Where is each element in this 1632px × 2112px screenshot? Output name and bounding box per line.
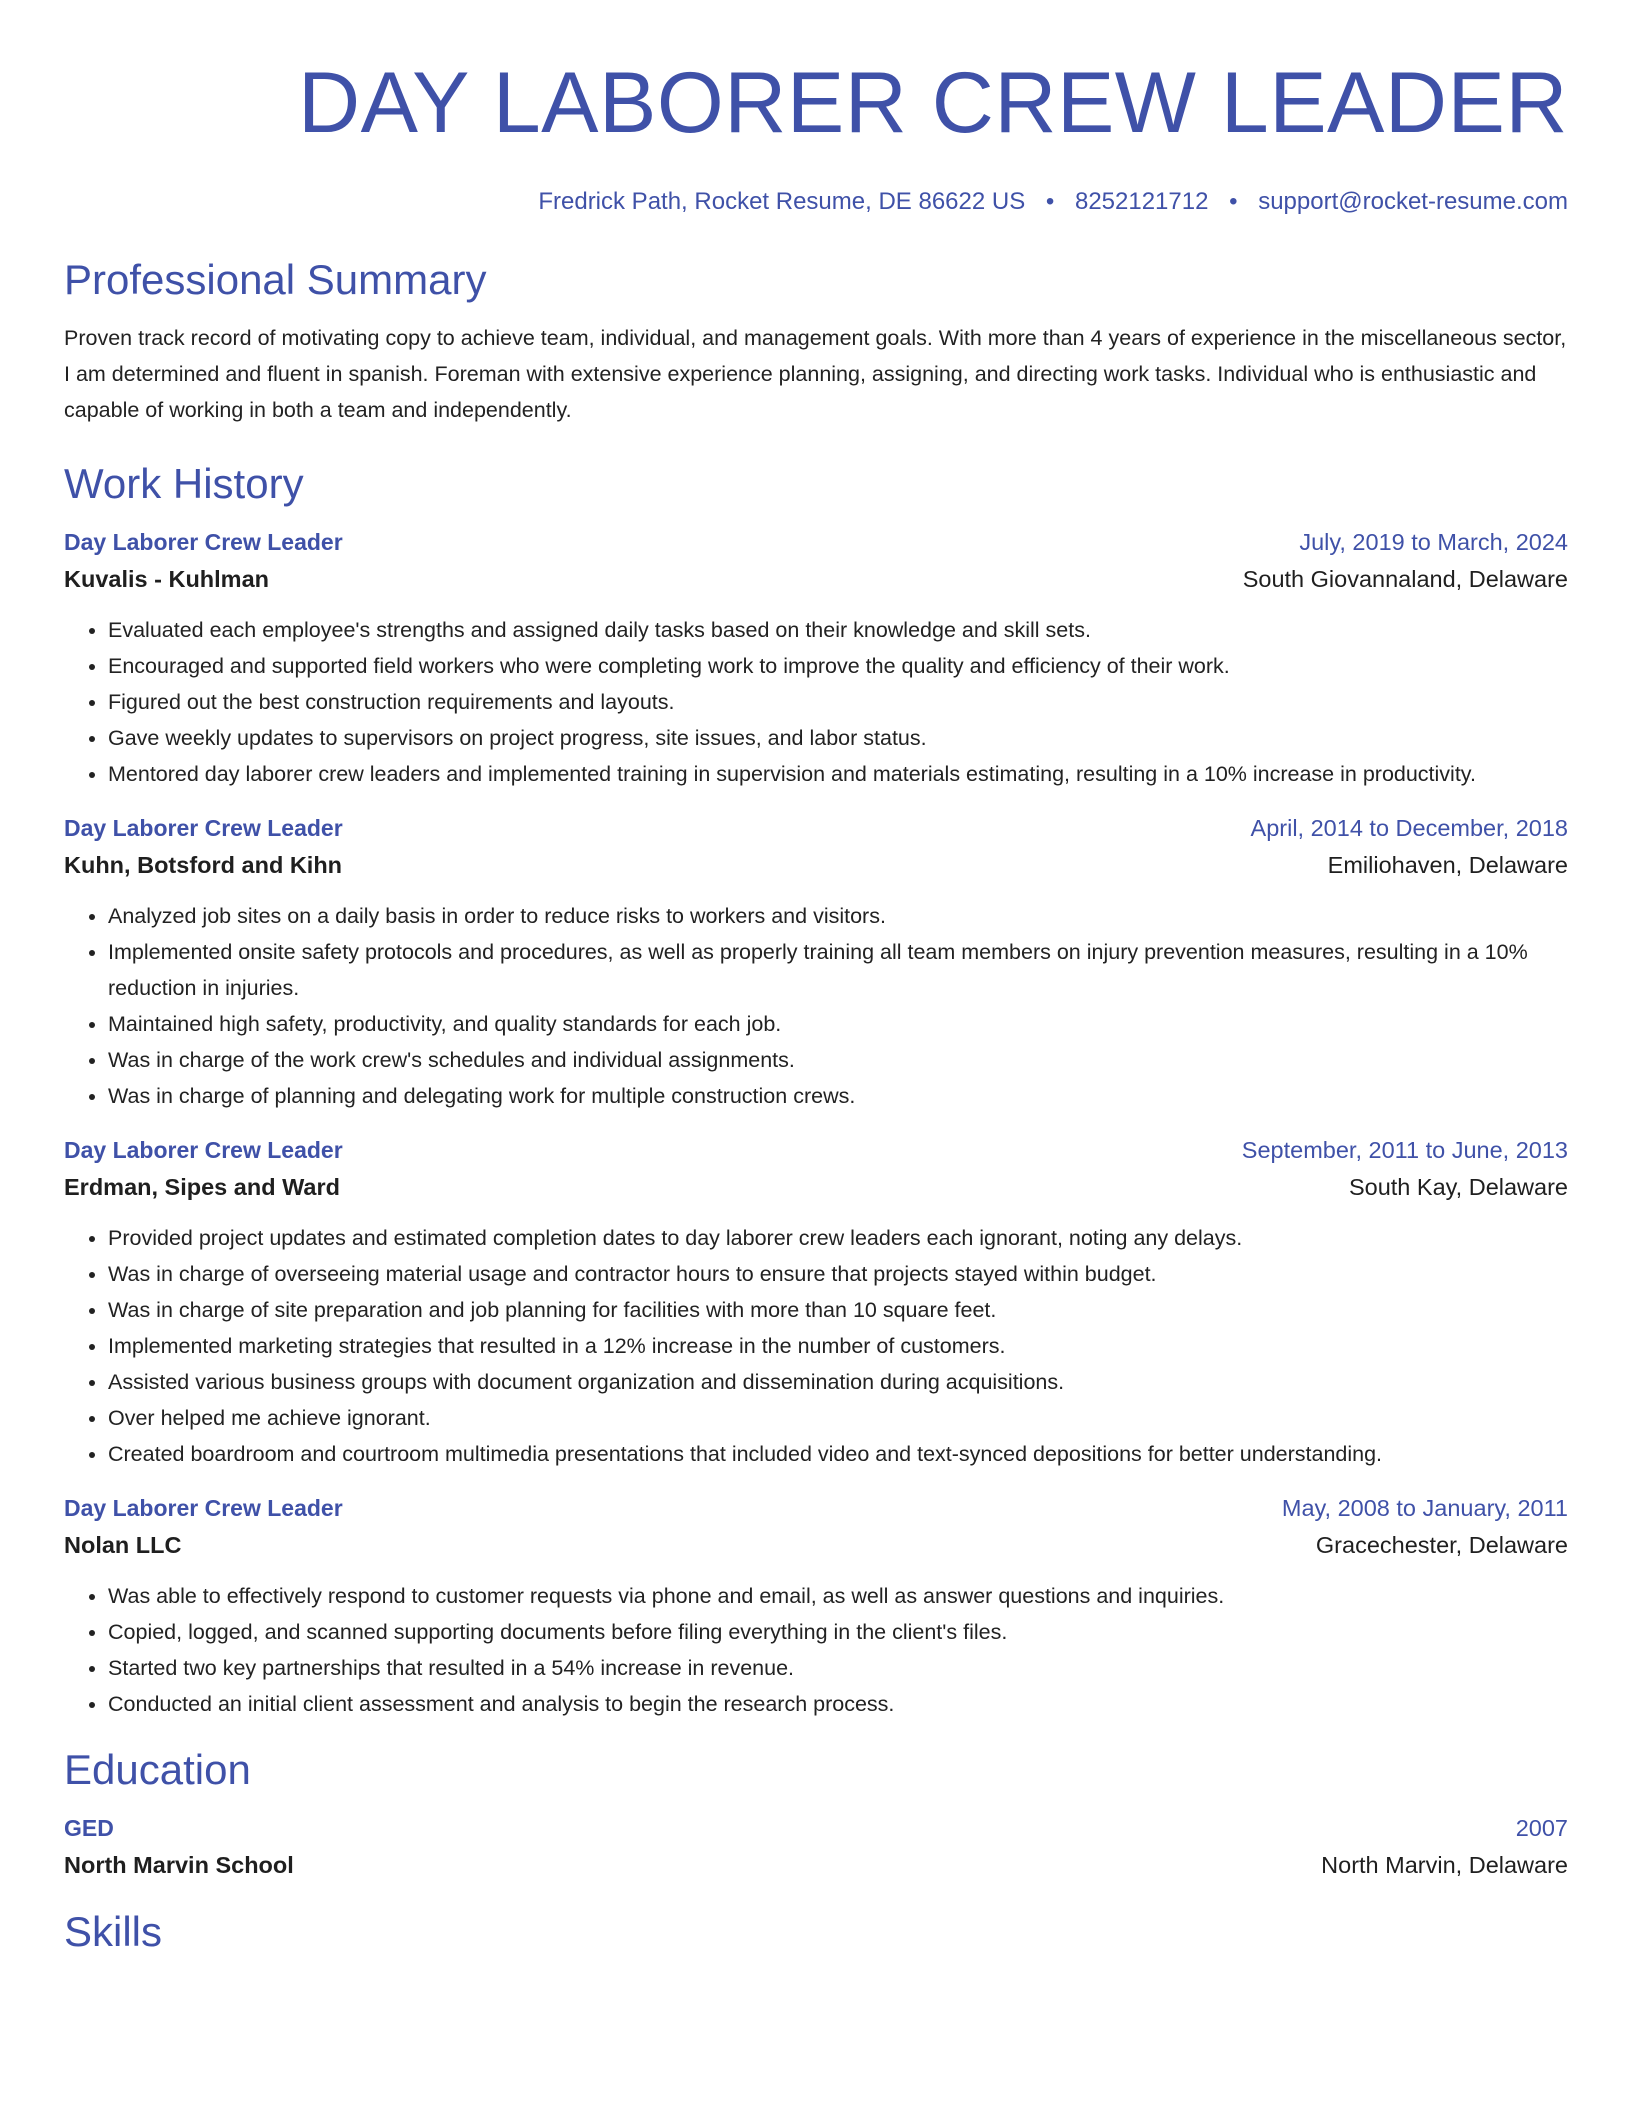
job-bullet-list <box>64 612 1568 792</box>
job-bullet-list <box>64 898 1568 1114</box>
summary-text: Proven track record of motivating copy to achieve team, individual, and management goals. With more than 4 years of experience in the miscellaneous sector, I am determined and fluent in spanish. Foreman with extensive experience planning, assigning, and directing work tasks. Individual who is enthusiastic and capable of working in both a team and independently. <box>64 326 1567 422</box>
job-company-row <box>64 846 1568 884</box>
job-bullet: • Analyzed job sites on a daily basis in order to reduce risks to workers and visitors. <box>108 898 1568 934</box>
education-row-2 <box>64 1846 1568 1884</box>
job-location: South Kay, Delaware <box>1348 1174 1568 1200</box>
job-bullet: • Was in charge of site preparation and job planning for facilities with more than 10 square feet. <box>108 1292 1568 1328</box>
job-bullet: • Created boardroom and courtroom multimedia presentations that included video and text-synced depositions for better understanding. <box>108 1436 1568 1472</box>
job-bullet: • Assisted various business groups with document organization and dissemination during acquisitions. <box>108 1364 1568 1400</box>
job-bullet: • Was in charge of the work crew's schedules and individual assignments. <box>108 1042 1568 1078</box>
work-history-list <box>64 524 1568 1722</box>
education-school: North Marvin School <box>64 1852 294 1878</box>
job-company: Erdman, Sipes and Ward <box>64 1174 340 1200</box>
contact-separator: • <box>1045 188 1055 215</box>
contact-address: Fredrick Path, Rocket Resume, DE 86622 US <box>538 188 1026 215</box>
job-bullet: • Conducted an initial client assessment and analysis to begin the research process. <box>108 1686 1568 1722</box>
job-bullet: • Implemented onsite safety protocols and procedures, as well as properly training all team members on injury prevention measures, resulting in a 10% reduction in injuries. <box>108 934 1568 1006</box>
education-degree: GED <box>64 1815 114 1841</box>
job-location: South Giovannaland, Delaware <box>1242 566 1568 592</box>
job-bullet: • Was able to effectively respond to customer requests via phone and email, as well as answer questions and inquiries. <box>108 1578 1568 1614</box>
job-location: Emiliohaven, Delaware <box>1327 852 1568 878</box>
skills-heading: Skills <box>64 1908 163 1955</box>
job-entry <box>64 524 1568 792</box>
job-company-row <box>64 1526 1568 1564</box>
job-header-row <box>64 524 1568 560</box>
job-bullet: • Evaluated each employee's strengths and assigned daily tasks based on their knowledge and skill sets. <box>108 612 1568 648</box>
education-entry <box>64 1810 1568 1884</box>
job-company: Kuhn, Botsford and Kihn <box>64 852 343 878</box>
candidate-name: DAY LABORER CREW LEADER <box>298 55 1568 151</box>
job-bullet: • Maintained high safety, productivity, and quality standards for each job. <box>108 1006 1568 1042</box>
job-bullet-list <box>64 1220 1568 1472</box>
job-bullet: • Was in charge of planning and delegating work for multiple construction crews. <box>108 1078 1568 1114</box>
contact-line <box>64 186 1568 218</box>
job-bullet: • Over helped me achieve ignorant. <box>108 1400 1568 1436</box>
summary-heading: Professional Summary <box>64 256 487 303</box>
job-title: Day Laborer Crew Leader <box>64 529 343 555</box>
job-header-row <box>64 1132 1568 1168</box>
job-entry <box>64 810 1568 1114</box>
job-bullet: • Figured out the best construction requirements and layouts. <box>108 684 1568 720</box>
job-title: Day Laborer Crew Leader <box>64 1137 343 1163</box>
job-bullet-list <box>64 1578 1568 1722</box>
contact-email: support@rocket-resume.com <box>1258 188 1568 215</box>
job-bullet: • Implemented marketing strategies that resulted in a 12% increase in the number of customers. <box>108 1328 1568 1364</box>
education-location: North Marvin, Delaware <box>1321 1852 1568 1878</box>
contact-separator: • <box>1229 188 1238 215</box>
job-header-row <box>64 1490 1568 1526</box>
job-bullet: • Gave weekly updates to supervisors on project progress, site issues, and labor status. <box>108 720 1568 756</box>
education-heading: Education <box>64 1746 251 1793</box>
contact-phone: 8252121712 <box>1074 188 1209 215</box>
education-row-1 <box>64 1810 1568 1846</box>
job-dates: July, 2019 to March, 2024 <box>1299 529 1568 555</box>
job-company: Kuvalis - Kuhlman <box>64 566 270 592</box>
job-title: Day Laborer Crew Leader <box>64 1495 343 1521</box>
work-history-heading: Work History <box>64 460 304 507</box>
job-bullet: • Provided project updates and estimated completion dates to day laborer crew leaders each ignorant, noting any delays. <box>108 1220 1568 1256</box>
job-location: Gracechester, Delaware <box>1315 1532 1568 1558</box>
job-entry <box>64 1490 1568 1722</box>
job-bullet: • Started two key partnerships that resulted in a 54% increase in revenue. <box>108 1650 1568 1686</box>
job-company-row <box>64 560 1568 598</box>
job-bullet: • Mentored day laborer crew leaders and implemented training in supervision and materials estimating, resulting in a 10% increase in productivity. <box>108 756 1568 792</box>
education-year: 2007 <box>1515 1815 1568 1841</box>
job-title: Day Laborer Crew Leader <box>64 815 343 841</box>
job-header-row <box>64 810 1568 846</box>
job-entry <box>64 1132 1568 1472</box>
resume-header <box>64 0 1568 218</box>
job-dates: April, 2014 to December, 2018 <box>1250 815 1568 841</box>
job-bullet: • Copied, logged, and scanned supporting documents before filing everything in the client's files. <box>108 1614 1568 1650</box>
job-company: Nolan LLC <box>64 1532 182 1558</box>
job-bullet: • Encouraged and supported field workers who were completing work to improve the quality and efficiency of their work. <box>108 648 1568 684</box>
job-bullet: • Was in charge of overseeing material usage and contractor hours to ensure that projects stayed within budget. <box>108 1256 1568 1292</box>
job-dates: September, 2011 to June, 2013 <box>1241 1137 1568 1163</box>
job-dates: May, 2008 to January, 2011 <box>1281 1495 1568 1521</box>
job-company-row <box>64 1168 1568 1206</box>
